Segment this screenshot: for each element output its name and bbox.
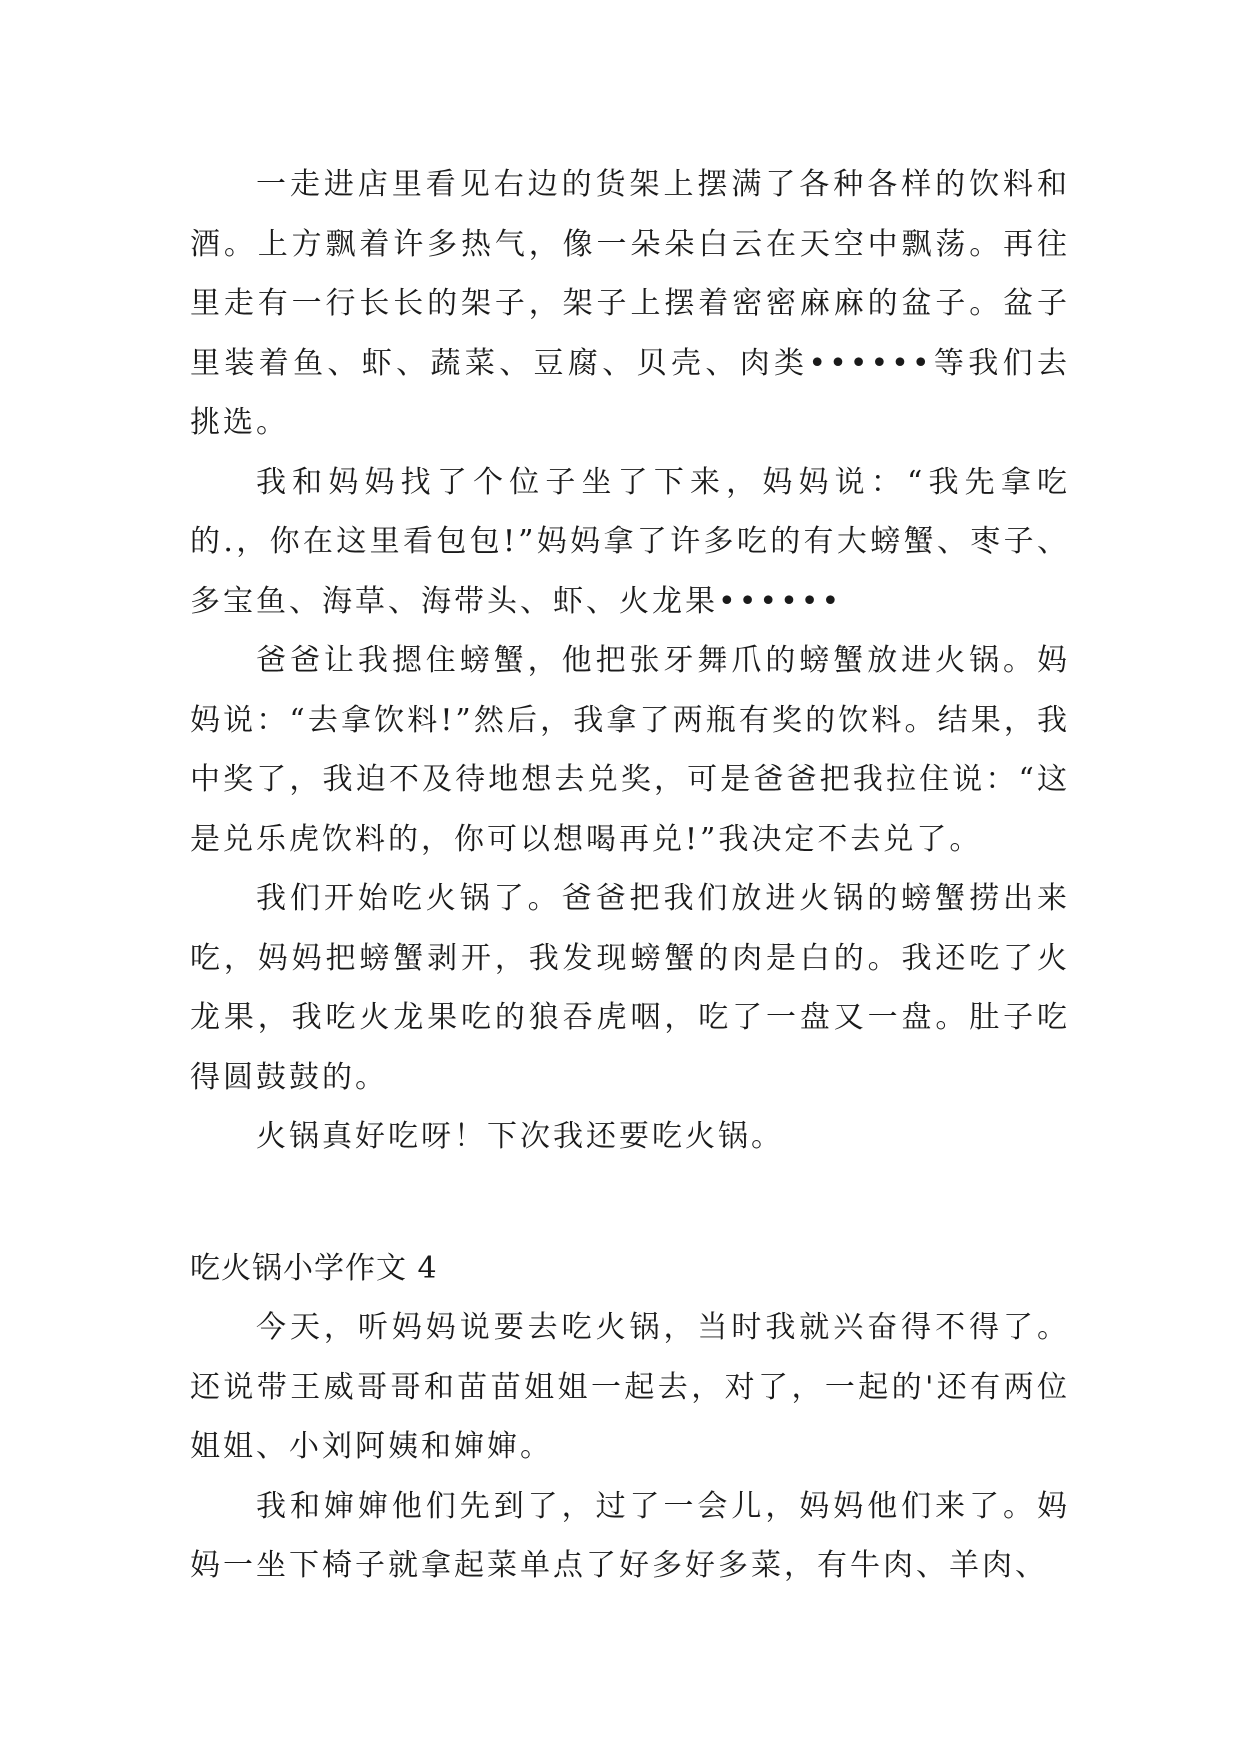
document-page bbox=[190, 155, 1070, 1596]
essay-paragraph: 一走进店里看见右边的货架上摆满了各种各样的饮料和酒。上方飘着许多热气，像一朵朵白云在天空中飘荡。再往里走有一行长长的架子，架子上摆着密密麻麻的盆子。盆子里装着鱼、虾、蔬菜、豆腐、贝壳、肉类••••••等我们去挑选。 bbox=[190, 167, 1070, 440]
essay-title: 吃火锅小学作文 4 bbox=[190, 1250, 438, 1286]
essay-section-4 bbox=[190, 1239, 1070, 1596]
essay-paragraph: 火锅真好吃呀！下次我还要吃火锅。 bbox=[256, 1119, 784, 1154]
essay-paragraph: 今天，听妈妈说要去吃火锅，当时我就兴奋得不得了。还说带王威哥哥和苗苗姐姐一起去，对了，一起的'还有两位姐姐、小刘阿姨和婶婶。 bbox=[190, 1310, 1070, 1464]
essay-paragraph: 我和妈妈找了个位子坐了下来，妈妈说：“我先拿吃的.，你在这里看包包!”妈妈拿了许多吃的有大螃蟹、枣子、多宝鱼、海草、海带头、虾、火龙果•••••• bbox=[190, 464, 1070, 619]
essay-paragraph: 爸爸让我摁住螃蟹，他把张牙舞爪的螃蟹放进火锅。妈妈说：“去拿饮料!”然后，我拿了两瓶有奖的饮料。结果，我中奖了，我迫不及待地想去兑奖，可是爸爸把我拉住说：“这是兑乐虎饮料的，你可以想喝再兑!”我决定不去兑了。 bbox=[190, 643, 1070, 857]
essay-paragraph: 我们开始吃火锅了。爸爸把我们放进火锅的螃蟹捞出来吃，妈妈把螃蟹剥开，我发现螃蟹的肉是白的。我还吃了火龙果，我吃火龙果吃的狼吞虎咽，吃了一盘又一盘。肚子吃得圆鼓鼓的。 bbox=[190, 881, 1070, 1095]
essay-paragraph: 我和婶婶他们先到了，过了一会儿，妈妈他们来了。妈妈一坐下椅子就拿起菜单点了好多好多菜，有牛肉、羊肉、 bbox=[190, 1488, 1070, 1583]
essay-section-previous bbox=[190, 155, 1070, 1167]
